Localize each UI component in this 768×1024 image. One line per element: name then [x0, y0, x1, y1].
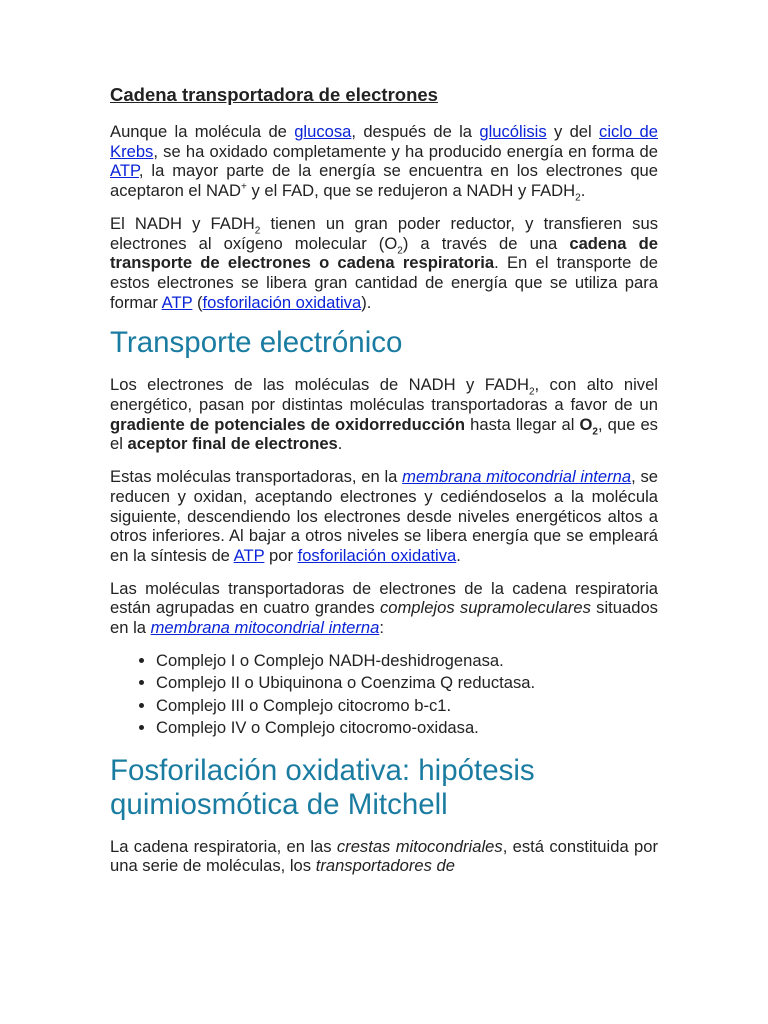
- text: por: [264, 545, 298, 565]
- list-item: • Complejo III o Complejo citocromo b-c1.: [156, 696, 658, 716]
- text: Aunque la molécula de: [110, 122, 295, 141]
- text: . En el transporte de estos electrones se libera gran cantidad de energía que se utiliza para formar: [110, 253, 658, 312]
- text: .: [456, 545, 461, 565]
- text: O: [579, 414, 593, 434]
- subscript-2: 2: [528, 386, 535, 398]
- text: , se reducen y oxidan, aceptando electrones y cediéndoselos a la molécula siguiente, descendiendo los electrones desde niveles energéticos altos a otros inferiores. Al bajar a otros niveles se libera energía que se empleará en la síntesis de: [110, 467, 659, 565]
- link-glucolisis[interactable]: glucólisis: [479, 122, 547, 141]
- italic-crestas: crestas mitocondriales: [336, 836, 503, 856]
- section-heading-transporte: Transporte electrónico: [110, 326, 403, 360]
- subscript-2: 2: [254, 225, 261, 237]
- text: situados en la: [110, 598, 658, 638]
- paragraph-intro: [110, 122, 658, 204]
- text: (: [192, 292, 203, 312]
- paragraph-complejos: [110, 579, 658, 638]
- list-item: • Complejo I o Complejo NADH-deshidrogenasa.: [156, 651, 658, 671]
- list-item: • Complejo IV o Complejo citocromo-oxidasa.: [156, 718, 658, 738]
- subscript-2: 2: [575, 192, 581, 204]
- link-atp[interactable]: ATP: [161, 292, 193, 312]
- bold-o2: [579, 414, 598, 438]
- text: Los electrones de las moléculas de NADH y FADH: [110, 375, 529, 395]
- link-fosforilacion-oxidativa[interactable]: fosforilación oxidativa: [202, 292, 362, 312]
- subscript-2: 2: [592, 426, 598, 438]
- section-title-cadena: Cadena transportadora de electrones: [110, 84, 438, 105]
- bold-gradiente: gradiente de potenciales de oxidorreducción: [110, 414, 466, 434]
- section-heading-fosforilacion: Fosforilación oxidativa: hipótesis quimiosmótica de Mitchell: [110, 753, 535, 821]
- link-ciclo-de-krebs[interactable]: ciclo de Krebs: [110, 122, 658, 161]
- text: .: [337, 434, 343, 454]
- text: tienen un gran poder reductor, y transfieren sus electrones al oxígeno molecular (O: [110, 213, 659, 253]
- link-atp[interactable]: ATP: [110, 161, 139, 181]
- complejos-list: [110, 651, 658, 738]
- text: ).: [361, 292, 372, 312]
- link-atp[interactable]: ATP: [233, 545, 265, 565]
- text: hasta llegar al: [465, 414, 580, 434]
- list-item: • Complejo II o Ubiquinona o Coenzima Q reductasa.: [156, 673, 658, 693]
- text: , la mayor parte de la energía se encuentra en los electrones que aceptaron el NAD: [110, 161, 658, 201]
- subscript-2: 2: [397, 244, 403, 256]
- article-body: [110, 84, 658, 889]
- text: :: [379, 618, 384, 638]
- text: .: [580, 181, 586, 201]
- paragraph-poder-reductor: [110, 214, 658, 313]
- text: , está constituida por una serie de moléculas, los: [110, 836, 658, 876]
- italic-complejos: complejos supramoleculares: [379, 598, 591, 618]
- paragraph-electrones: [110, 375, 658, 454]
- link-glucosa[interactable]: glucosa: [294, 122, 352, 141]
- text: Las moléculas transportadoras de electrones de la cadena respiratoria están agrupadas en cuatro grandes: [110, 578, 658, 618]
- paragraph-cadena-respiratoria: [110, 837, 658, 876]
- text: La cadena respiratoria, en las: [110, 836, 337, 856]
- text: y el FAD, que se redujeron a NADH y FADH: [246, 181, 576, 201]
- italic-transportadores: transportadores de: [315, 856, 455, 876]
- text: , se ha oxidado completamente y ha producido energía en forma de: [153, 141, 658, 161]
- text: , con alto nivel energético, pasan por distintas moléculas transportadoras a favor de un: [110, 375, 658, 415]
- text: , que es el: [110, 414, 658, 454]
- link-fosforilacion-oxidativa[interactable]: fosforilación oxidativa: [297, 545, 457, 565]
- text: Estas moléculas transportadoras, en la: [110, 467, 403, 487]
- bold-cadena-respiratoria: cadena de transporte de electrones o cadena respiratoria: [110, 233, 658, 273]
- text: y del: [546, 122, 600, 141]
- paragraph-moleculas-transportadoras: [110, 467, 658, 566]
- link-membrana-mitocondrial-interna[interactable]: membrana mitocondrial interna: [150, 618, 380, 638]
- text: , después de la: [351, 122, 480, 141]
- text: ) a través de una: [402, 233, 570, 253]
- text: El NADH y FADH: [110, 213, 255, 233]
- superscript-plus: +: [240, 181, 247, 193]
- bold-aceptor-final: aceptor final de electrones: [127, 434, 338, 454]
- link-membrana-mitocondrial-interna[interactable]: membrana mitocondrial interna: [402, 467, 632, 487]
